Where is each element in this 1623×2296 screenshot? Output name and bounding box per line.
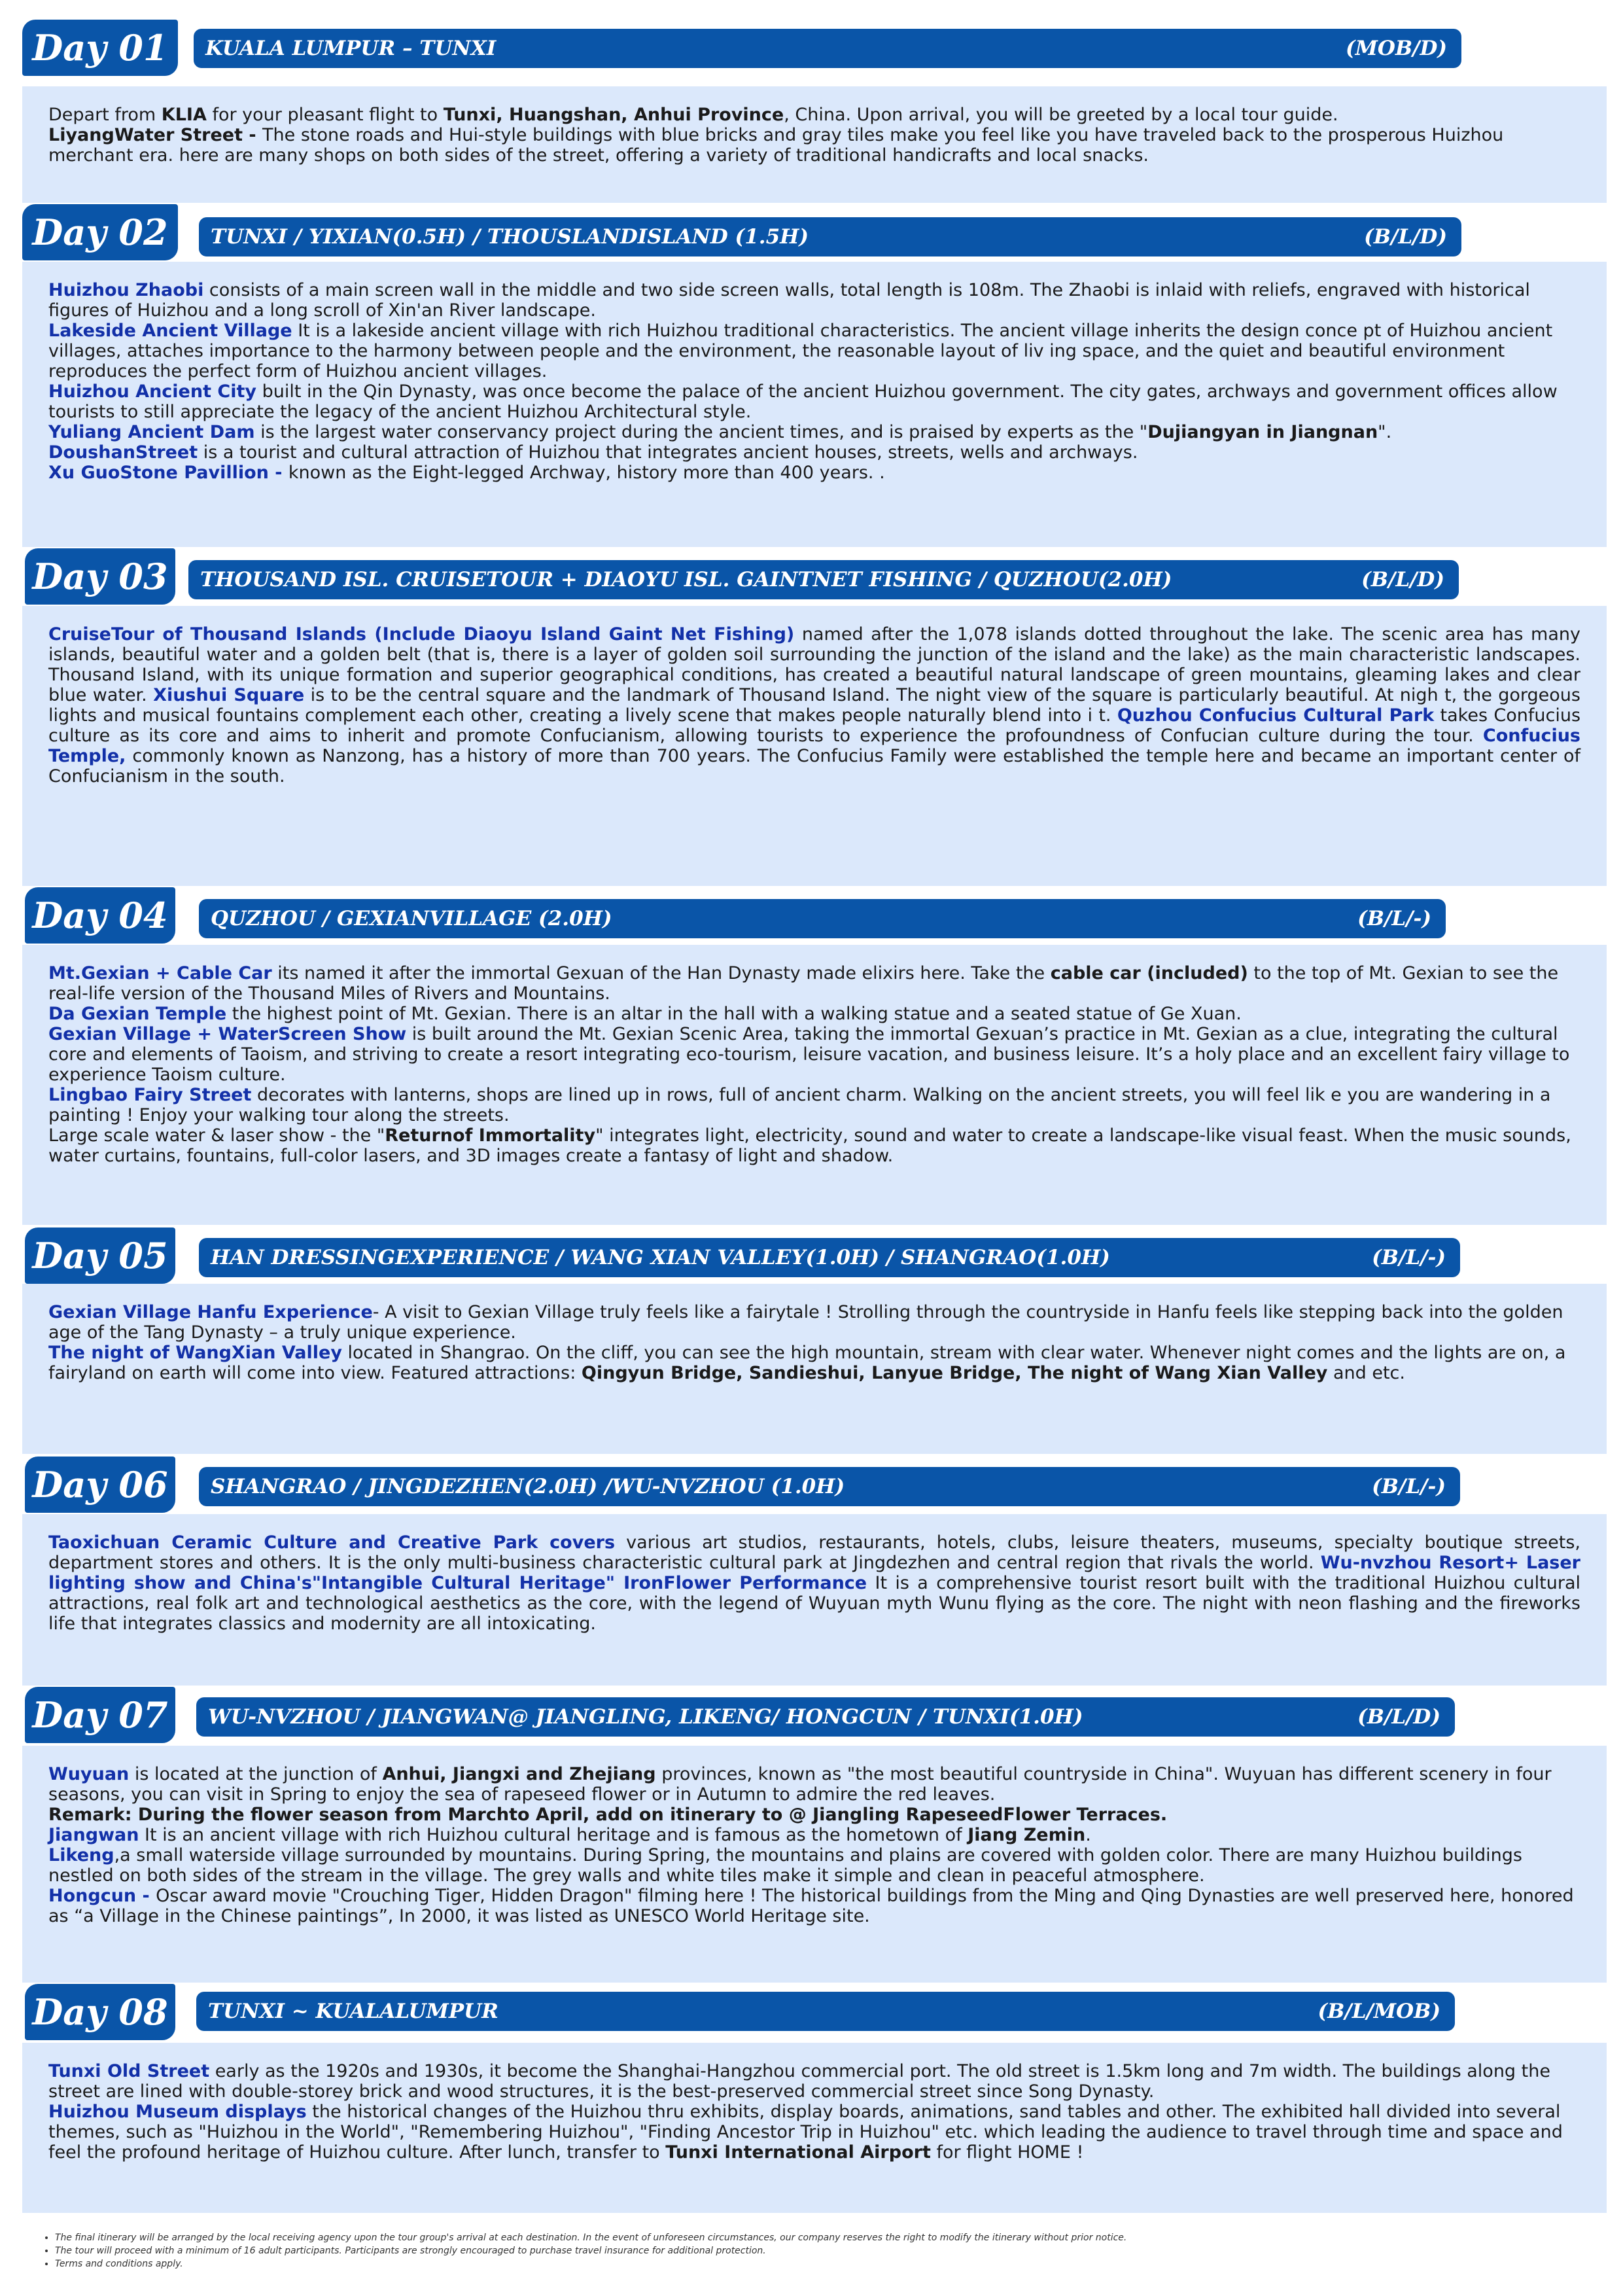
day-title-bar	[199, 1467, 1460, 1506]
day-title-bar	[199, 1238, 1460, 1277]
day-meals: (B/L/D)	[1364, 225, 1447, 249]
description-paragraph	[48, 422, 1580, 442]
day-meals: (B/L/D)	[1357, 1705, 1440, 1729]
attraction-name: Gexian Village + WaterScreen Show	[48, 1024, 407, 1044]
attraction-name: Huizhou Ancient City	[48, 381, 256, 402]
day-badge: Day 02	[22, 204, 178, 260]
attraction-name: The night of WangXian Valley	[48, 1343, 342, 1363]
text-run: Depart from	[48, 105, 162, 125]
text-run: various art studios, restaurants, hotels, clubs, leisure theaters, museums, specialty boutique streets, department stores and others. It is the only multi-business characteristic cultural park at Jingdezhen and central region that rivals the world.	[48, 1532, 1580, 1573]
description-paragraph	[48, 1805, 1580, 1825]
attraction-name: Huizhou Museum displays	[48, 2102, 307, 2122]
bold-text: Qingyun Bridge, Sandieshui, Lanyue Bridge, The night of Wang Xian Valley	[581, 1363, 1328, 1383]
text-run: It is a lakeside ancient village with rich Huizhou traditional characteristics. The ancient village inherits the design conce pt of Huizhou ancient villages, attaches importance to the harmony between people and the environment, the reasonable layout of liv ing space, and the quiet and beautiful environment reproduces the perfect form of Huizhou ancient villages.	[48, 321, 1553, 381]
footer-note: • The tour will proceed with a minimum of 16 adult participants. Participants are strongly encouraged to purchase travel insurance for additional protection.	[55, 2244, 1546, 2257]
attraction-name: Quzhou Confucius Cultural Park	[1117, 705, 1435, 726]
attraction-name: Yuliang Ancient Dam	[48, 422, 255, 442]
day-description	[22, 1284, 1607, 1454]
description-paragraph	[48, 1532, 1580, 1634]
description-paragraph	[48, 1825, 1580, 1845]
description-paragraph	[48, 1343, 1580, 1383]
text-run: known as the Eight-legged Archway, history more than 400 years. .	[288, 463, 885, 483]
description-paragraph	[48, 1845, 1580, 1886]
description-paragraph	[48, 1764, 1580, 1805]
text-run: is the largest water conservancy project during the ancient times, and is praised by experts as the "	[254, 422, 1148, 442]
text-run: is located at the junction of	[129, 1764, 383, 1784]
text-run: takes Confucius culture as its core and aims to inherit and promote Confucianism, allowing tourists to experience the profoundness of Confucian culture during the tour.	[48, 705, 1581, 746]
text-run: to the top of Mt. Gexian to see the real-life version of the Thousand Miles of Rivers and Mountains.	[48, 963, 1559, 1004]
attraction-name: Xiushui Square	[153, 685, 305, 705]
text-run: the highest point of Mt. Gexian. There is an altar in the hall with a walking statue and a seated statue of Ge Xuan.	[226, 1004, 1242, 1024]
attraction-name: Tunxi Old Street	[48, 2061, 210, 2081]
attraction-name: CruiseTour of Thousand Islands (Include Diaoyu Island Gaint Net Fishing)	[48, 624, 795, 645]
day-title-bar	[196, 1697, 1455, 1737]
day-route: SHANGRAO / JINGDEZHEN(2.0H) /WU-NVZHOU (1.0H)	[211, 1475, 845, 1498]
description-paragraph	[48, 1085, 1580, 1125]
attraction-name: DoushanStreet	[48, 442, 198, 463]
day-badge: Day 03	[25, 548, 175, 605]
attraction-name: Huizhou Zhaobi	[48, 280, 204, 300]
description-paragraph	[48, 1886, 1580, 1926]
day-description	[22, 86, 1607, 203]
bold-text: Jiang Zemin	[968, 1825, 1086, 1845]
description-paragraph	[48, 2061, 1580, 2102]
description-paragraph	[48, 125, 1580, 166]
text-run: early as the 1920s and 1930s, it become the Shanghai-Hangzhou commercial port. The old street is 1.5km long and 7m width. The buildings along the street are lined with double-storey brick and wood structures, it is the best-preserved commercial street since Song Dynasty.	[48, 2061, 1550, 2102]
attraction-name: Wuyuan	[48, 1764, 130, 1784]
attraction-name: Wu-nvzhou Resort+ Laser lighting show and China's"Intangible Cultural Heritage" IronFlower Performance	[48, 1553, 1580, 1593]
description-paragraph	[48, 381, 1580, 422]
text-run: is to be the central square and the landmark of Thousand Island. The night view of the square is particularly beautiful. At nigh t, the gorgeous lights and musical fountains complement each other, creating a lively scene that makes people naturally blend into i t.	[48, 685, 1580, 726]
day-description	[22, 1746, 1607, 1983]
day-route: HAN DRESSINGEXPERIENCE / WANG XIAN VALLEY(1.0H) / SHANGRAO(1.0H)	[211, 1246, 1110, 1269]
text-run: .	[1085, 1825, 1091, 1845]
description-paragraph	[48, 1024, 1580, 1085]
day-description	[22, 606, 1607, 886]
day-route: KUALA LUMPUR – TUNXI	[205, 37, 497, 60]
attraction-name: Lingbao Fairy Street	[48, 1085, 252, 1105]
day-title-bar	[188, 560, 1459, 599]
day-description	[22, 2043, 1607, 2213]
description-paragraph	[48, 1004, 1580, 1024]
text-run: Oscar award movie "Crouching Tiger, Hidden Dragon" filming here ! The historical buildings from the Ming and Qing Dynasties are well preserved here, honored as “a Village in the Chinese paintings”, In 2000, it was listed as UNESCO World Heritage site.	[48, 1886, 1574, 1926]
day-meals: (B/L/MOB)	[1318, 2000, 1440, 2023]
bold-text: cable car (included)	[1050, 963, 1248, 983]
attraction-name: Taoxichuan Ceramic Culture and Creative Park covers	[48, 1532, 616, 1553]
footer-notes	[42, 2231, 1546, 2270]
description-paragraph	[48, 280, 1580, 321]
day-title-bar	[194, 29, 1461, 68]
attraction-name: Confucius Temple,	[48, 726, 1580, 766]
text-run: and etc.	[1327, 1363, 1405, 1383]
attraction-name: Da Gexian Temple	[48, 1004, 227, 1024]
day-badge: Day 05	[25, 1227, 175, 1284]
text-run: its named it after the immortal Gexuan of the Han Dynasty made elixirs here. Take the	[271, 963, 1051, 983]
day-title-bar	[196, 1992, 1455, 2031]
text-run: It is a comprehensive tourist resort built with the traditional Huizhou cultural attractions, real folk art and technological aesthetics as the core, with the legend of Wuyuan myth Wunu flying as the core. The night with neon flashing and the fireworks life that integrates classics and modernity are all intoxicating.	[48, 1573, 1580, 1634]
description-paragraph	[48, 463, 1580, 483]
text-run: ".	[1378, 422, 1392, 442]
attraction-name: Likeng	[48, 1845, 114, 1865]
bold-text: Anhui, Jiangxi and Zhejiang	[382, 1764, 656, 1784]
day-description	[22, 945, 1607, 1225]
text-run: built in the Qin Dynasty, was once become the palace of the ancient Huizhou government. The city gates, archways and government offices allow tourists to still appreciate the legacy of the ancient Huizhou Architectural style.	[48, 381, 1558, 422]
day-meals: (B/L/D)	[1361, 568, 1444, 592]
bold-text: Tunxi International Airport	[665, 2142, 931, 2163]
text-run: located in Shangrao. On the cliff, you can see the high mountain, stream with clear water. Whenever night comes and the lights are on, a fairyland on earth will come into view. Featured attractions:	[48, 1343, 1566, 1383]
day-title-bar	[199, 899, 1446, 938]
bold-text: Dujiangyan in Jiangnan	[1147, 422, 1378, 442]
text-run: It is an ancient village with rich Huizhou cultural heritage and is famous as the hometown of	[139, 1825, 968, 1845]
day-badge: Day 07	[25, 1687, 175, 1743]
text-run: named after the 1,078 islands dotted throughout the lake. The scenic area has many islands, beautiful water and a golden belt (that is, there is a layer of golden soil surrounding the junction of the island and the lake) as the main characteristic landscapes. Thousand Island, with its unique formation and superior geographical conditions, has created a beautiful natural landscape of green mountains, gleaming lakes and clear blue water.	[48, 624, 1580, 705]
bold-text: Remark: During the flower season from Marchto April, add on itinerary to @ Jiangling RapeseedFlower Terraces.	[48, 1805, 1168, 1825]
day-route: QUZHOU / GEXIANVILLAGE (2.0H)	[211, 907, 612, 930]
description-paragraph	[48, 442, 1580, 463]
attraction-name: Mt.Gexian + Cable Car	[48, 963, 272, 983]
text-run: the historical changes of the Huizhou thru exhibits, display boards, animations, sand tables and other. The exhibited hall divided into several themes, such as "Huizhou in the World", "Remembering Huizhou", "Finding Ancestor Trip in Huizhou" etc. which leading the audience to travel through time and space and feel the profound heritage of Huizhou culture. After lunch, transfer to	[48, 2102, 1563, 2163]
description-paragraph	[48, 105, 1580, 125]
text-run: , China. Upon arrival, you will be greeted by a local tour guide.	[784, 105, 1338, 125]
text-run: Large scale water & laser show - the "	[48, 1125, 385, 1146]
day-description	[22, 1514, 1607, 1686]
day-meals: (B/L/-)	[1357, 907, 1431, 930]
description-paragraph	[48, 1302, 1580, 1343]
description-paragraph	[48, 624, 1580, 786]
day-route: WU-NVZHOU / JIANGWAN@ JIANGLING, LIKENG/ HONGCUN / TUNXI(1.0H)	[208, 1705, 1083, 1729]
day-route: THOUSAND ISL. CRUISETOUR + DIAOYU ISL. GAINTNET FISHING / QUZHOU(2.0H)	[200, 568, 1172, 592]
text-run: The stone roads and Hui-style buildings with blue bricks and gray tiles make you feel like you have traveled back to the prosperous Huizhou merchant era. here are many shops on both sides of the street, offering a variety of traditional handicrafts and local snacks.	[48, 125, 1504, 166]
footer-note: • Terms and conditions apply.	[55, 2257, 1546, 2270]
text-run: provinces, known as "the most beautiful countryside in China". Wuyuan has different scenery in four seasons, you can visit in Spring to enjoy the sea of rapeseed flower or in Autumn to admire the red leaves.	[48, 1764, 1552, 1805]
description-paragraph	[48, 1125, 1580, 1166]
text-run: is a tourist and cultural attraction of Huizhou that integrates ancient houses, streets, wells and archways.	[198, 442, 1138, 463]
text-run: for your pleasant flight to	[206, 105, 444, 125]
bold-text: Returnof Immortality	[385, 1125, 596, 1146]
description-paragraph	[48, 963, 1580, 1004]
attraction-name: Gexian Village Hanfu Experience	[48, 1302, 373, 1322]
day-meals: (B/L/-)	[1372, 1246, 1446, 1269]
day-meals: (MOB/D)	[1345, 37, 1447, 60]
day-meals: (B/L/-)	[1372, 1475, 1446, 1498]
attraction-name: Xu GuoStone Pavillion -	[48, 463, 288, 483]
text-run: decorates with lanterns, shops are lined up in rows, full of ancient charm. Walking on the ancient streets, you will feel lik e you are wandering in a painting ! Enjoy your walking tour along the streets.	[48, 1085, 1551, 1125]
footer-note: • The final itinerary will be arranged by the local receiving agency upon the tour group's arrival at each destination. In the event of unforeseen circumstances, our company reserves the right to modify the itinerary without prior notice.	[55, 2231, 1546, 2244]
bold-text: Tunxi, Huangshan, Anhui Province	[443, 105, 784, 125]
attraction-name: Hongcun -	[48, 1886, 156, 1906]
attraction-name: Lakeside Ancient Village	[48, 321, 292, 341]
text-run: commonly known as Nanzong, has a history of more than 700 years. The Confucius Family were established the temple here and became an important center of Confucianism in the south.	[48, 746, 1580, 786]
day-badge: Day 06	[25, 1457, 175, 1513]
attraction-name: Jiangwan	[48, 1825, 139, 1845]
text-run: for flight HOME !	[930, 2142, 1084, 2163]
day-route: TUNXI / YIXIAN(0.5H) / THOUSLANDISLAND (1.5H)	[211, 225, 809, 249]
bold-text: KLIA	[161, 105, 207, 125]
day-description	[22, 262, 1607, 547]
description-paragraph	[48, 321, 1580, 381]
text-run: consists of a main screen wall in the middle and two side screen walls, total length is 108m. The Zhaobi is inlaid with reliefs, engraved with historical figures of Huizhou and a long scroll of Xin'an River landscape.	[48, 280, 1530, 321]
text-run: is built around the Mt. Gexian Scenic Area, taking the immortal Gexuan’s practice in Mt. Gexian as a clue, integrating the cultural core and elements of Taoism, and striving to create a resort integrating eco-tourism, leisure vacation, and business leisure. It’s a holy place and an excellent fairy village to experience Taoism culture.	[48, 1024, 1570, 1085]
day-title-bar	[199, 217, 1461, 256]
day-badge: Day 08	[25, 1984, 175, 2040]
text-run: ,a small waterside village surrounded by mountains. During Spring, the mountains and plains are covered with golden color. There are many Huizhou buildings nestled on both sides of the stream in the village. The grey walls and white tiles make it simple and clean in peaceful atmosphere.	[48, 1845, 1522, 1886]
text-run: " integrates light, electricity, sound and water to create a landscape-like visual feast. When the music sounds, water curtains, fountains, full-color lasers, and 3D images create a fantasy of light and shadow.	[48, 1125, 1571, 1166]
text-run: - A visit to Gexian Village truly feels like a fairytale ! Strolling through the countryside in Hanfu feels like stepping back into the golden age of the Tang Dynasty – a truly unique experience.	[48, 1302, 1563, 1343]
day-badge: Day 01	[22, 20, 178, 76]
day-route: TUNXI ~ KUALALUMPUR	[208, 2000, 498, 2023]
day-badge: Day 04	[25, 887, 175, 944]
description-paragraph	[48, 2102, 1580, 2163]
bold-text: LiyangWater Street -	[48, 125, 263, 145]
